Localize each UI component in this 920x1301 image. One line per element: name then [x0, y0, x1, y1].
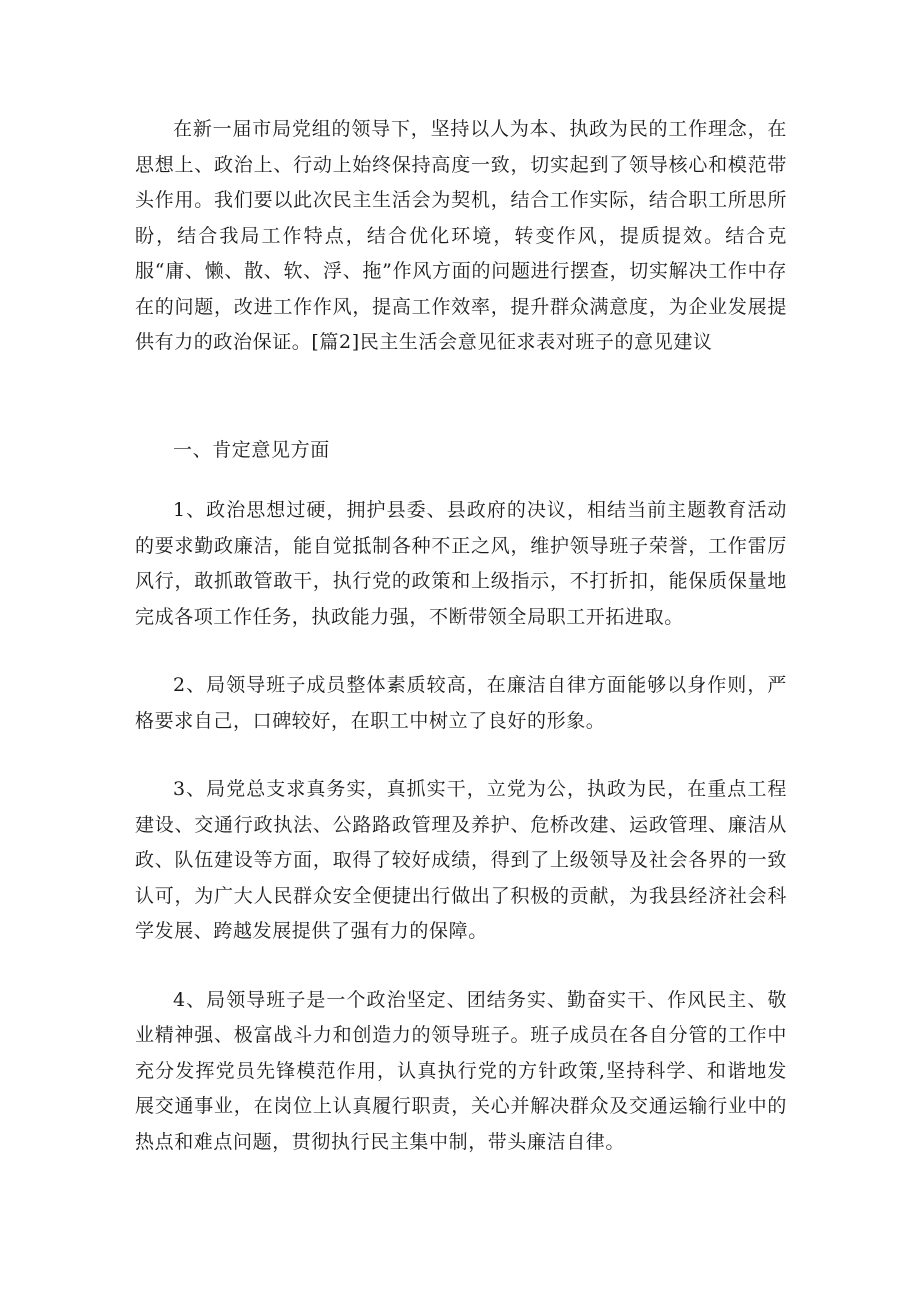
opinion-item-2: 2、局领导班子成员整体素质较高，在廉洁自律方面能够以身作则，严格要求自己，口碑较好，在职工中树立了良好的形象。 — [135, 674, 787, 732]
section-heading: 一、肯定意见方面 — [173, 438, 330, 461]
opinion-item-3: 3、局党总支求真务实，真抓实干，立党为公，执政为民，在重点工程建设、交通行政执法、公路路政管理及养护、危桥改建、运政管理、廉洁从政、队伍建设等方面，取得了较好成绩，得到了上级领导及社会各界的一致认可，为广大人民群众安全便捷出行做出了积极的贡献，为我县经济社会科学发展、跨越发展提供了强有力的保障。 — [135, 778, 787, 942]
intro-paragraph: 在新一届市局党组的领导下，坚持以人为本、执政为民的工作理念，在思想上、政治上、行动上始终保持高度一致，切实起到了领导核心和模范带头作用。我们要以此次民主生活会为契机，结合工作实际，结合职工所思所盼，结合我局工作特点，结合优化环境，转变作风，提质提效。结合克服“庸、懒、散、软、浮、拖”作风方面的问题进行摆查，切实解决工作中存在的问题，改进工作作风，提高工作效率，提升群众满意度，为企业发展提供有力的政治保证。[篇2]民主生活会意见征求表对班子的意见建议 — [135, 118, 787, 353]
opinion-item-4: 4、局领导班子是一个政治坚定、团结务实、勤奋实干、作风民主、敬业精神强、极富战斗力和创造力的领导班子。班子成员在各自分管的工作中充分发挥党员先锋模范作用，认真执行党的方针政策,坚持科学、和谐地发展交通事业，在岗位上认真履行职责，关心并解决群众及交通运输行业中的热点和难点问题，贯彻执行民主集中制，带头廉洁自律。 — [135, 988, 787, 1153]
opinion-item-1: 1、政治思想过硬，拥护县委、县政府的决议，相结当前主题教育活动的要求勤政廉洁，能自觉抵制各种不正之风，维护领导班子荣誉，工作雷厉风行，敢抓敢管敢干，执行党的政策和上级指示，不打折扣，能保质保量地完成各项工作任务，执政能力强，不断带领全局职工开拓进取。 — [135, 499, 787, 628]
document-body — [135, 112, 787, 1193]
